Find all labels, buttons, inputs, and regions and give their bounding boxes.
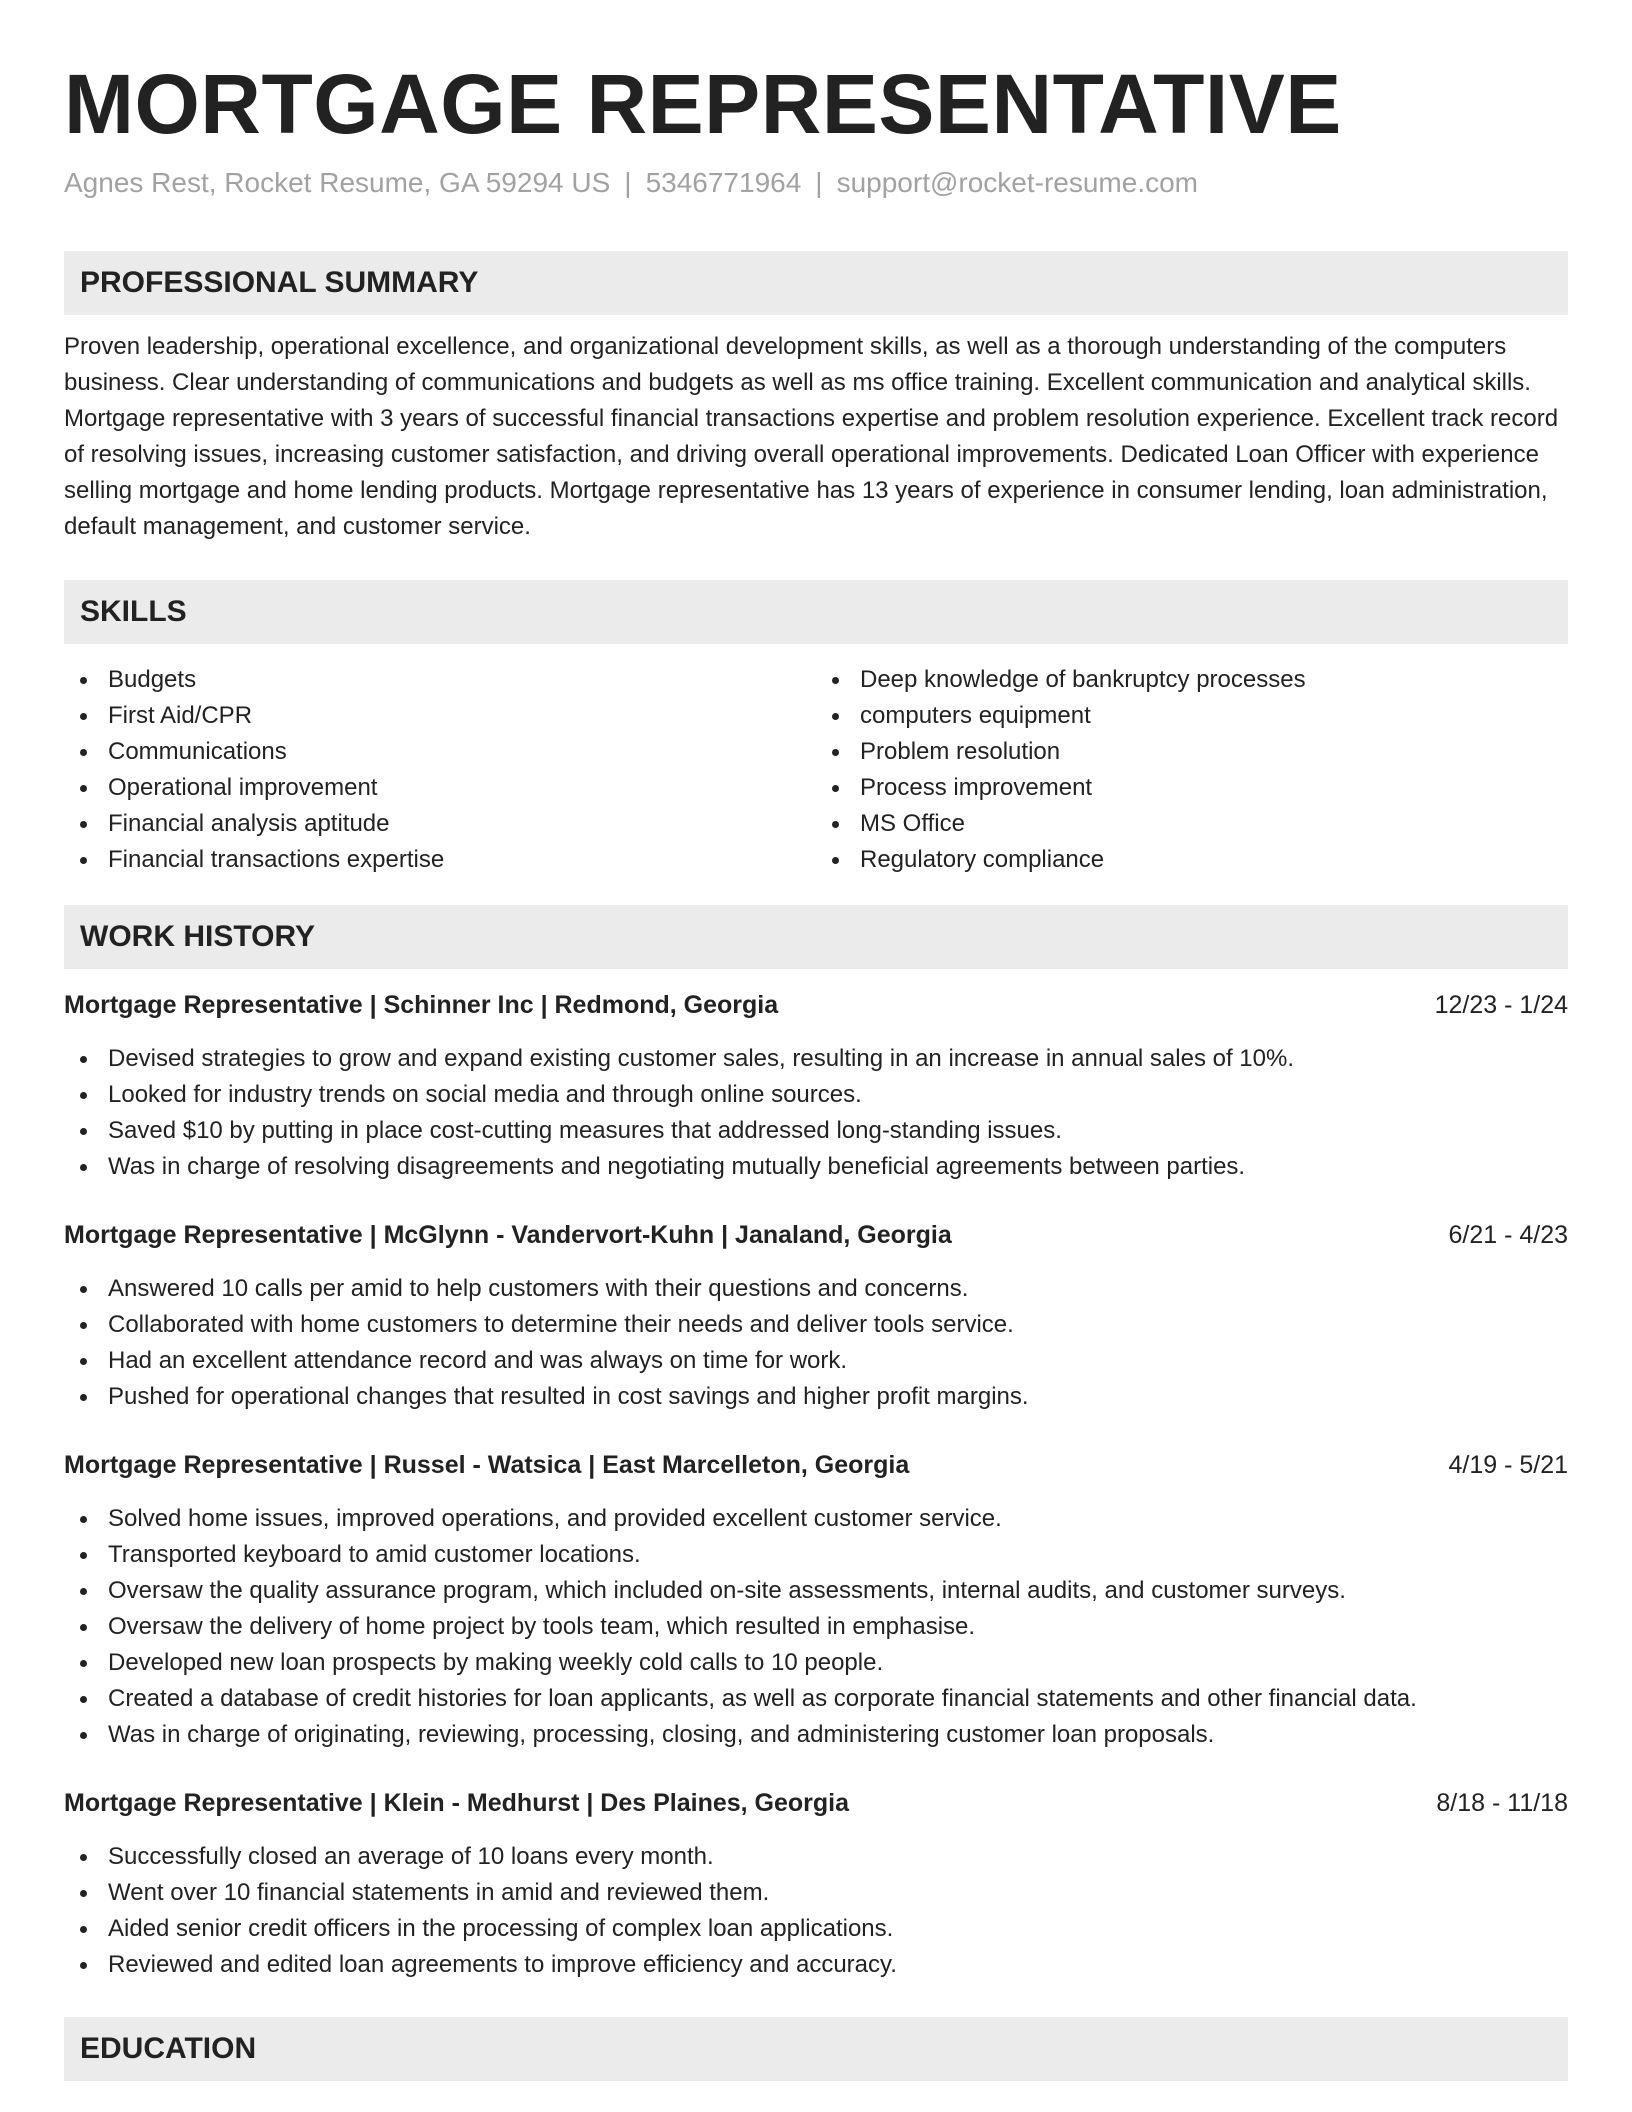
skill-item: Regulatory compliance <box>816 842 1568 878</box>
job-bullet: Looked for industry trends on social media and through online sources. <box>64 1077 1568 1113</box>
job-bullet: Oversaw the quality assurance program, which included on-site assessments, internal audits, and customer surveys. <box>64 1573 1568 1609</box>
job-title: Mortgage Representative | McGlynn - Vandervort-Kuhn | Janaland, Georgia <box>64 1221 952 1249</box>
job-bullet: Pushed for operational changes that resulted in cost savings and higher profit margins. <box>64 1379 1568 1415</box>
job-bullet: Had an excellent attendance record and was always on time for work. <box>64 1343 1568 1379</box>
section-header-skills: SKILLS <box>64 580 1568 644</box>
contact-separator: | <box>624 167 632 198</box>
summary-text: Proven leadership, operational excellence, and organizational development skills, as well as a thorough understanding of the computers business. Clear understanding of communications and budgets as well as ms office training. Excellent communication and analytical skills. Mortgage representative with 3 years of successful financial transactions expertise and problem resolution experience. Excellent track record of resolving issues, increasing customer satisfaction, and driving overall operational improvements. Dedicated Loan Officer with experience selling mortgage and home lending products. Mortgage representative has 13 years of experience in consumer lending, loan administration, default management, and customer service. <box>64 333 1559 540</box>
job-dates: 12/23 - 1/24 <box>1434 991 1568 1019</box>
contact-address: Agnes Rest, Rocket Resume, GA 59294 US <box>64 167 611 198</box>
skill-item: computers equipment <box>816 698 1568 734</box>
contact-phone: 5346771964 <box>645 167 802 198</box>
job-bullets <box>64 1839 1568 1983</box>
skill-item: Process improvement <box>816 770 1568 806</box>
job-dates: 6/21 - 4/23 <box>1448 1221 1568 1249</box>
job-entry <box>64 1447 1568 1753</box>
job-bullets <box>64 1501 1568 1753</box>
contact-separator: | <box>815 167 823 198</box>
job-entry <box>64 1785 1568 1983</box>
job-bullet: Successfully closed an average of 10 loans every month. <box>64 1839 1568 1875</box>
job-dates: 8/18 - 11/18 <box>1436 1789 1568 1817</box>
job-bullet: Transported keyboard to amid customer locations. <box>64 1537 1568 1573</box>
skill-item: Operational improvement <box>64 770 816 806</box>
skill-item: Communications <box>64 734 816 770</box>
job-bullet: Was in charge of originating, reviewing, processing, closing, and administering customer loan proposals. <box>64 1717 1568 1753</box>
job-bullet: Aided senior credit officers in the processing of complex loan applications. <box>64 1911 1568 1947</box>
skills-column-left <box>64 662 816 878</box>
skill-item: MS Office <box>816 806 1568 842</box>
job-title: Mortgage Representative | Klein - Medhurst | Des Plaines, Georgia <box>64 1789 850 1817</box>
section-header-work-history: WORK HISTORY <box>64 905 1568 969</box>
job-dates: 4/19 - 5/21 <box>1448 1451 1568 1479</box>
job-entry <box>64 987 1568 1185</box>
skill-item: Financial transactions expertise <box>64 842 816 878</box>
job-title: Mortgage Representative | Schinner Inc | Redmond, Georgia <box>64 991 779 1019</box>
job-bullet: Developed new loan prospects by making weekly cold calls to 10 people. <box>64 1645 1568 1681</box>
skill-item: Problem resolution <box>816 734 1568 770</box>
job-bullet: Oversaw the delivery of home project by tools team, which resulted in emphasise. <box>64 1609 1568 1645</box>
skills-column-right <box>816 662 1568 878</box>
section-header-summary: PROFESSIONAL SUMMARY <box>64 251 1568 315</box>
job-title-row <box>64 987 1568 1023</box>
job-bullet: Collaborated with home customers to determine their needs and deliver tools service. <box>64 1307 1568 1343</box>
job-bullet: Went over 10 financial statements in amid and reviewed them. <box>64 1875 1568 1911</box>
resume-title: MORTGAGE REPRESENTATIVE <box>64 57 1342 151</box>
job-bullets <box>64 1041 1568 1185</box>
job-entry <box>64 1217 1568 1415</box>
job-title-row <box>64 1447 1568 1483</box>
section-header-education: EDUCATION <box>64 2017 1568 2081</box>
job-bullet: Devised strategies to grow and expand existing customer sales, resulting in an increase in annual sales of 10%. <box>64 1041 1568 1077</box>
job-bullet: Saved $10 by putting in place cost-cutting measures that addressed long-standing issues. <box>64 1113 1568 1149</box>
contact-line <box>64 166 1568 200</box>
job-title: Mortgage Representative | Russel - Watsica | East Marcelleton, Georgia <box>64 1451 910 1479</box>
skills-grid <box>64 662 1568 878</box>
job-bullet: Was in charge of resolving disagreements and negotiating mutually beneficial agreements between parties. <box>64 1149 1568 1185</box>
job-title-row <box>64 1785 1568 1821</box>
skill-item: Financial analysis aptitude <box>64 806 816 842</box>
skill-item: First Aid/CPR <box>64 698 816 734</box>
job-bullet: Answered 10 calls per amid to help customers with their questions and concerns. <box>64 1271 1568 1307</box>
job-bullets <box>64 1271 1568 1415</box>
job-bullet: Created a database of credit histories for loan applicants, as well as corporate financial statements and other financial data. <box>64 1681 1568 1717</box>
job-bullet: Solved home issues, improved operations, and provided excellent customer service. <box>64 1501 1568 1537</box>
skill-item: Budgets <box>64 662 816 698</box>
contact-email: support@rocket-resume.com <box>836 167 1199 198</box>
job-bullet: Reviewed and edited loan agreements to improve efficiency and accuracy. <box>64 1947 1568 1983</box>
job-title-row <box>64 1217 1568 1253</box>
skill-item: Deep knowledge of bankruptcy processes <box>816 662 1568 698</box>
